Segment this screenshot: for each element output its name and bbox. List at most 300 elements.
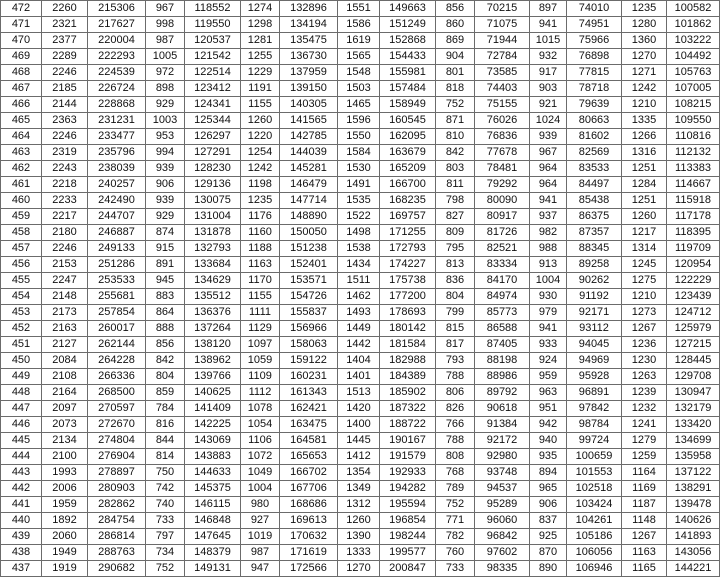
table-cell: 804	[146, 369, 185, 385]
table-cell: 2084	[42, 353, 88, 369]
table-cell: 140625	[185, 385, 241, 401]
table-cell: 1106	[241, 433, 280, 449]
table-cell: 440	[1, 513, 42, 529]
table-cell: 155981	[380, 65, 436, 81]
table-cell: 87357	[567, 225, 622, 241]
table-row	[1, 225, 720, 241]
table-cell: 153571	[280, 273, 338, 289]
table-cell: 1263	[622, 369, 667, 385]
table-cell: 262144	[88, 337, 146, 353]
table-cell: 233477	[88, 129, 146, 145]
table-cell: 750	[146, 465, 185, 481]
table-cell: 280903	[88, 481, 146, 497]
table-cell: 1169	[622, 481, 667, 497]
table-cell: 157484	[380, 81, 436, 97]
table-cell: 168235	[380, 193, 436, 209]
table-cell: 170632	[280, 529, 338, 545]
table-cell: 447	[1, 401, 42, 417]
table-cell: 2100	[42, 449, 88, 465]
table-cell: 734	[146, 545, 185, 561]
table-cell: 2243	[42, 161, 88, 177]
table-cell: 122514	[185, 65, 241, 81]
table-cell: 95289	[475, 497, 530, 513]
table-cell: 797	[146, 529, 185, 545]
table-cell: 932	[530, 49, 567, 65]
table-cell: 148379	[185, 545, 241, 561]
table-cell: 1548	[338, 65, 380, 81]
table-cell: 94969	[567, 353, 622, 369]
table-cell: 890	[530, 561, 567, 577]
table-cell: 1112	[241, 385, 280, 401]
table-cell: 1059	[241, 353, 280, 369]
table-cell: 2233	[42, 193, 88, 209]
table-cell: 1242	[622, 81, 667, 97]
table-row	[1, 113, 720, 129]
table-cell: 118395	[667, 225, 720, 241]
table-row	[1, 369, 720, 385]
table-cell: 165653	[280, 449, 338, 465]
table-cell: 793	[436, 353, 475, 369]
table-cell: 1270	[622, 49, 667, 65]
table-cell: 2134	[42, 433, 88, 449]
table-cell: 2144	[42, 97, 88, 113]
table-cell: 466	[1, 97, 42, 113]
table-cell: 109550	[667, 113, 720, 129]
table-row	[1, 33, 720, 49]
table-row	[1, 193, 720, 209]
table-cell: 126297	[185, 129, 241, 145]
table-cell: 154726	[280, 289, 338, 305]
table-cell: 451	[1, 337, 42, 353]
table-cell: 963	[530, 385, 567, 401]
table-cell: 809	[436, 225, 475, 241]
table-cell: 137264	[185, 321, 241, 337]
table-cell: 1210	[622, 289, 667, 305]
table-cell: 1390	[338, 529, 380, 545]
table-cell: 1538	[338, 241, 380, 257]
table-cell: 185902	[380, 385, 436, 401]
table-cell: 92171	[567, 305, 622, 321]
table-cell: 1335	[622, 113, 667, 129]
table-cell: 284754	[88, 513, 146, 529]
table-cell: 132793	[185, 241, 241, 257]
table-cell: 945	[146, 273, 185, 289]
table-cell: 1210	[622, 97, 667, 113]
table-cell: 1535	[338, 193, 380, 209]
table-cell: 445	[1, 433, 42, 449]
table-cell: 125979	[667, 321, 720, 337]
table-cell: 1442	[338, 337, 380, 353]
table-cell: 278897	[88, 465, 146, 481]
table-row	[1, 529, 720, 545]
table-cell: 88345	[567, 241, 622, 257]
table-cell: 75966	[567, 33, 622, 49]
table-cell: 129708	[667, 369, 720, 385]
table-cell: 162095	[380, 129, 436, 145]
table-row	[1, 561, 720, 577]
table-cell: 74951	[567, 17, 622, 33]
table-cell: 818	[436, 81, 475, 97]
table-cell: 128445	[667, 353, 720, 369]
table-cell: 141409	[185, 401, 241, 417]
table-cell: 2060	[42, 529, 88, 545]
table-cell: 93112	[567, 321, 622, 337]
table-cell: 242490	[88, 193, 146, 209]
table-cell: 255681	[88, 289, 146, 305]
table-row	[1, 161, 720, 177]
table-row	[1, 65, 720, 81]
table-cell: 1260	[338, 513, 380, 529]
table-cell: 86375	[567, 209, 622, 225]
table-cell: 217627	[88, 17, 146, 33]
table-cell: 130075	[185, 193, 241, 209]
table-cell: 811	[436, 177, 475, 193]
table-cell: 124341	[185, 97, 241, 113]
table-cell: 220004	[88, 33, 146, 49]
table-row	[1, 401, 720, 417]
table-cell: 121542	[185, 49, 241, 65]
table-cell: 105186	[567, 529, 622, 545]
table-cell: 165209	[380, 161, 436, 177]
table-cell: 941	[530, 321, 567, 337]
table-row	[1, 241, 720, 257]
table-cell: 181584	[380, 337, 436, 353]
table-cell: 1188	[241, 241, 280, 257]
table-cell: 104261	[567, 513, 622, 529]
table-row	[1, 353, 720, 369]
table-cell: 1170	[241, 273, 280, 289]
table-row	[1, 449, 720, 465]
table-cell: 947	[241, 561, 280, 577]
table-row	[1, 417, 720, 433]
table-cell: 133420	[667, 417, 720, 433]
table-cell: 2217	[42, 209, 88, 225]
table-cell: 1449	[338, 321, 380, 337]
table-cell: 1892	[42, 513, 88, 529]
table-cell: 2163	[42, 321, 88, 337]
table-cell: 88986	[475, 369, 530, 385]
table-cell: 137959	[280, 65, 338, 81]
table-cell: 146479	[280, 177, 338, 193]
table-cell: 130947	[667, 385, 720, 401]
table-cell: 73585	[475, 65, 530, 81]
table-cell: 199577	[380, 545, 436, 561]
table-cell: 290682	[88, 561, 146, 577]
table-cell: 1333	[338, 545, 380, 561]
table-cell: 72784	[475, 49, 530, 65]
table-cell: 100659	[567, 449, 622, 465]
table-cell: 816	[146, 417, 185, 433]
table-cell: 814	[146, 449, 185, 465]
table-cell: 145375	[185, 481, 241, 497]
table-cell: 1270	[338, 561, 380, 577]
table-cell: 1316	[622, 145, 667, 161]
table-cell: 813	[436, 257, 475, 273]
table-cell: 1919	[42, 561, 88, 577]
table-cell: 1530	[338, 161, 380, 177]
table-cell: 133684	[185, 257, 241, 273]
table-cell: 1163	[622, 545, 667, 561]
table-cell: 114667	[667, 177, 720, 193]
table-cell: 856	[146, 337, 185, 353]
table-cell: 171619	[280, 545, 338, 561]
table-cell: 1217	[622, 225, 667, 241]
table-cell: 175738	[380, 273, 436, 289]
table-cell: 118552	[185, 1, 241, 17]
table-cell: 274804	[88, 433, 146, 449]
table-cell: 139766	[185, 369, 241, 385]
table-cell: 154433	[380, 49, 436, 65]
table-cell: 74403	[475, 81, 530, 97]
table-cell: 188722	[380, 417, 436, 433]
table-row	[1, 305, 720, 321]
table-cell: 152868	[380, 33, 436, 49]
table-cell: 178693	[380, 305, 436, 321]
table-cell: 138120	[185, 337, 241, 353]
table-cell: 198244	[380, 529, 436, 545]
table-cell: 2097	[42, 401, 88, 417]
table-cell: 1155	[241, 97, 280, 113]
table-cell: 2289	[42, 49, 88, 65]
table-cell: 1187	[622, 497, 667, 513]
table-cell: 1271	[622, 65, 667, 81]
table-cell: 144221	[667, 561, 720, 577]
table-cell: 131878	[185, 225, 241, 241]
table-cell: 286814	[88, 529, 146, 545]
table-cell: 1260	[241, 113, 280, 129]
table-cell: 460	[1, 193, 42, 209]
table-cell: 135475	[280, 33, 338, 49]
table-cell: 195594	[380, 497, 436, 513]
table-cell: 1019	[241, 529, 280, 545]
table-cell: 935	[530, 449, 567, 465]
table-cell: 771	[436, 513, 475, 529]
table-cell: 452	[1, 321, 42, 337]
table-cell: 1993	[42, 465, 88, 481]
table-cell: 1078	[241, 401, 280, 417]
table-cell: 450	[1, 353, 42, 369]
table-cell: 1097	[241, 337, 280, 353]
table-cell: 2073	[42, 417, 88, 433]
table-cell: 113383	[667, 161, 720, 177]
table-cell: 2006	[42, 481, 88, 497]
table-cell: 457	[1, 241, 42, 257]
table-cell: 2260	[42, 1, 88, 17]
table-cell: 842	[436, 145, 475, 161]
table-cell: 788	[436, 433, 475, 449]
table-cell: 1163	[241, 257, 280, 273]
table-cell: 101862	[667, 17, 720, 33]
table-cell: 238039	[88, 161, 146, 177]
table-cell: 272670	[88, 417, 146, 433]
table-cell: 939	[146, 161, 185, 177]
table-cell: 933	[530, 337, 567, 353]
table-cell: 941	[530, 17, 567, 33]
table-cell: 1400	[338, 417, 380, 433]
table-cell: 86588	[475, 321, 530, 337]
table-cell: 1586	[338, 17, 380, 33]
table-cell: 146848	[185, 513, 241, 529]
table-cell: 246887	[88, 225, 146, 241]
table-cell: 90618	[475, 401, 530, 417]
table-cell: 163475	[280, 417, 338, 433]
table-cell: 215306	[88, 1, 146, 17]
table-cell: 1005	[146, 49, 185, 65]
table-cell: 140626	[667, 513, 720, 529]
table-cell: 76026	[475, 113, 530, 129]
table-cell: 136730	[280, 49, 338, 65]
table-cell: 162421	[280, 401, 338, 417]
table-row	[1, 289, 720, 305]
table-cell: 1619	[338, 33, 380, 49]
table-cell: 733	[146, 513, 185, 529]
table-cell: 965	[530, 481, 567, 497]
table-cell: 789	[436, 481, 475, 497]
table-cell: 168686	[280, 497, 338, 513]
table-cell: 1164	[622, 465, 667, 481]
table-cell: 76836	[475, 129, 530, 145]
table-cell: 924	[530, 353, 567, 369]
table-cell: 2246	[42, 241, 88, 257]
table-row	[1, 145, 720, 161]
table-cell: 1054	[241, 417, 280, 433]
table-cell: 2319	[42, 145, 88, 161]
table-cell: 1148	[622, 513, 667, 529]
table-cell: 163679	[380, 145, 436, 161]
table-cell: 90262	[567, 273, 622, 289]
table-cell: 80663	[567, 113, 622, 129]
table-cell: 980	[241, 497, 280, 513]
table-cell: 128230	[185, 161, 241, 177]
table-cell: 1360	[622, 33, 667, 49]
table-cell: 78481	[475, 161, 530, 177]
table-cell: 1242	[241, 161, 280, 177]
table-cell: 141565	[280, 113, 338, 129]
table-cell: 808	[436, 449, 475, 465]
table-cell: 1280	[622, 17, 667, 33]
table-cell: 144633	[185, 465, 241, 481]
table-cell: 1241	[622, 417, 667, 433]
table-cell: 1522	[338, 209, 380, 225]
table-cell: 97842	[567, 401, 622, 417]
table-cell: 228868	[88, 97, 146, 113]
table-cell: 1024	[530, 113, 567, 129]
table-cell: 994	[146, 145, 185, 161]
table-cell: 752	[436, 497, 475, 513]
table-cell: 921	[530, 97, 567, 113]
table-cell: 194282	[380, 481, 436, 497]
table-row	[1, 97, 720, 113]
table-cell: 1111	[241, 305, 280, 321]
table-cell: 143883	[185, 449, 241, 465]
table-cell: 1165	[622, 561, 667, 577]
table-cell: 940	[530, 433, 567, 449]
table-cell: 122229	[667, 273, 720, 289]
table-cell: 1236	[622, 337, 667, 353]
table-cell: 92172	[475, 433, 530, 449]
table-cell: 448	[1, 385, 42, 401]
table-cell: 143056	[667, 545, 720, 561]
table-cell: 149131	[185, 561, 241, 577]
table-row	[1, 497, 720, 513]
table-cell: 156966	[280, 321, 338, 337]
table-cell: 856	[436, 1, 475, 17]
table-cell: 1349	[338, 481, 380, 497]
table-cell: 77815	[567, 65, 622, 81]
table-cell: 459	[1, 209, 42, 225]
table-cell: 190167	[380, 433, 436, 449]
table-cell: 897	[530, 1, 567, 17]
table-cell: 1279	[622, 433, 667, 449]
table-cell: 438	[1, 545, 42, 561]
table-cell: 70215	[475, 1, 530, 17]
table-cell: 799	[436, 305, 475, 321]
table-cell: 815	[436, 321, 475, 337]
table-cell: 91384	[475, 417, 530, 433]
table-cell: 456	[1, 257, 42, 273]
table-cell: 87405	[475, 337, 530, 353]
table-cell: 135512	[185, 289, 241, 305]
table-cell: 441	[1, 497, 42, 513]
table-cell: 81602	[567, 129, 622, 145]
table-cell: 469	[1, 49, 42, 65]
table-cell: 953	[146, 129, 185, 145]
table-cell: 240257	[88, 177, 146, 193]
table-cell: 2153	[42, 257, 88, 273]
table-cell: 903	[530, 81, 567, 97]
table-cell: 860	[436, 17, 475, 33]
table-cell: 1412	[338, 449, 380, 465]
table-cell: 131004	[185, 209, 241, 225]
table-cell: 1155	[241, 289, 280, 305]
table-cell: 942	[530, 417, 567, 433]
table-cell: 766	[436, 417, 475, 433]
table-cell: 461	[1, 177, 42, 193]
table-cell: 1230	[622, 353, 667, 369]
table-cell: 1267	[622, 321, 667, 337]
table-cell: 1160	[241, 225, 280, 241]
table-cell: 172793	[380, 241, 436, 257]
table-cell: 79639	[567, 97, 622, 113]
table-cell: 446	[1, 417, 42, 433]
table-cell: 182988	[380, 353, 436, 369]
table-cell: 1004	[241, 481, 280, 497]
table-row	[1, 545, 720, 561]
table-cell: 119550	[185, 17, 241, 33]
table-cell: 937	[530, 209, 567, 225]
table-cell: 1232	[622, 401, 667, 417]
table-cell: 71075	[475, 17, 530, 33]
table-cell: 804	[436, 289, 475, 305]
table-cell: 105763	[667, 65, 720, 81]
table-cell: 2246	[42, 129, 88, 145]
table-cell: 1584	[338, 145, 380, 161]
table-cell: 844	[146, 433, 185, 449]
table-cell: 172566	[280, 561, 338, 577]
table-cell: 826	[436, 401, 475, 417]
table-cell: 870	[530, 545, 567, 561]
table-cell: 146115	[185, 497, 241, 513]
table-cell: 171255	[380, 225, 436, 241]
table-cell: 98784	[567, 417, 622, 433]
table-cell: 127291	[185, 145, 241, 161]
table-cell: 1198	[241, 177, 280, 193]
table-cell: 147645	[185, 529, 241, 545]
table-cell: 80090	[475, 193, 530, 209]
table-cell: 74010	[567, 1, 622, 17]
table-cell: 84170	[475, 273, 530, 289]
table-cell: 930	[530, 289, 567, 305]
